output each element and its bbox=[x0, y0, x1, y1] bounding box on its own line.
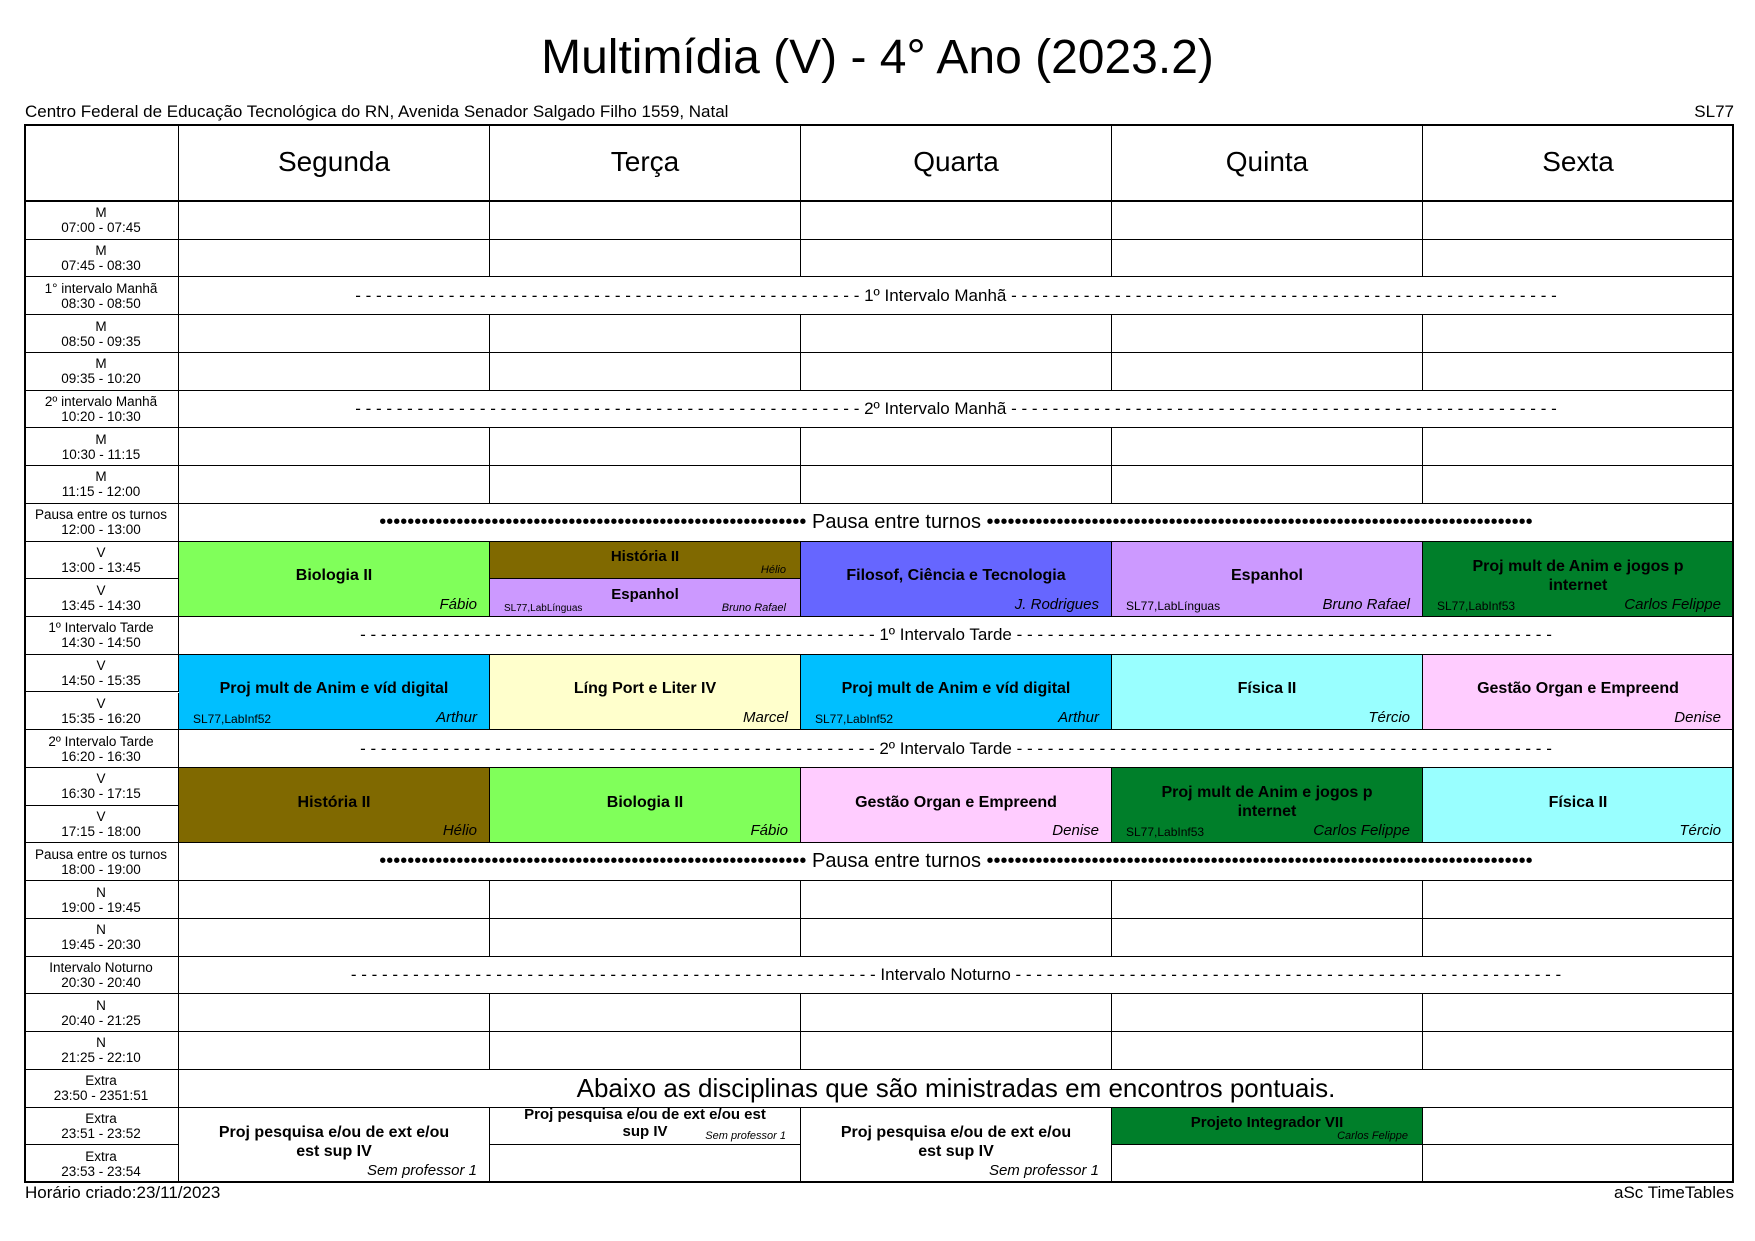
empty-slot bbox=[1423, 1145, 1734, 1183]
period-time: 18:00 - 19:00 bbox=[61, 861, 141, 877]
lesson-teacher: Sem professor 1 bbox=[988, 1161, 1099, 1179]
corner-cell bbox=[24, 124, 179, 202]
lesson-room: SL77,LabInf53 bbox=[1126, 825, 1205, 840]
lesson-subject: Proj pesquisa e/ou de ext e/ou est sup IV bbox=[524, 1107, 766, 1140]
period-label bbox=[24, 428, 179, 466]
lesson-teacher: J. Rodrigues bbox=[1014, 596, 1099, 614]
day-header-0: Segunda bbox=[179, 124, 490, 202]
break-row: ••••••••••••••••••••••••••••••••••••••••••••••••••••••••••••• Pausa entre turnos •••••••••••••••••••••••••••••••••••••••••••••••••••••••••••••••••••••••••••••• bbox=[179, 504, 1734, 542]
empty-slot bbox=[490, 466, 801, 504]
period-name: Extra bbox=[85, 1073, 117, 1089]
empty-slot bbox=[801, 881, 1112, 919]
break-row: - - - - - - - - - - - - - - - - - - - - - - - - - - - - - - - - - - - - - - - - - - - - - - - - - 2º Intervalo Manhã - - - - - - - - - - - - - - - - - - - - - - - - - - - - - - - - - - - - - - - - - - - - - - - - - - - - - bbox=[179, 391, 1734, 429]
day-header-1: Terça bbox=[490, 124, 801, 202]
period-name: 2º Intervalo Tarde bbox=[48, 733, 154, 749]
empty-slot bbox=[490, 315, 801, 353]
period-name: N bbox=[96, 884, 106, 900]
period-label bbox=[24, 919, 179, 957]
period-label bbox=[24, 542, 179, 580]
period-time: 13:00 - 13:45 bbox=[61, 559, 141, 575]
lesson-card[interactable] bbox=[179, 768, 490, 843]
lesson-subject: Gestão Organ e Empreend bbox=[1477, 680, 1679, 698]
empty-slot bbox=[1423, 428, 1734, 466]
lesson-room: SL77,LabLínguas bbox=[1126, 599, 1221, 614]
empty-slot bbox=[1112, 1145, 1423, 1183]
lesson-card[interactable] bbox=[490, 1108, 801, 1146]
period-time: 08:30 - 08:50 bbox=[61, 295, 141, 311]
lesson-card[interactable] bbox=[490, 655, 801, 730]
empty-slot bbox=[490, 240, 801, 278]
period-name: M bbox=[95, 431, 107, 447]
lesson-subject: Física II bbox=[1548, 793, 1608, 811]
empty-slot bbox=[1112, 994, 1423, 1032]
period-name: V bbox=[96, 544, 106, 560]
empty-slot bbox=[179, 994, 490, 1032]
period-time: 14:30 - 14:50 bbox=[61, 635, 141, 651]
empty-slot bbox=[490, 1145, 801, 1183]
lesson-teacher: Carlos Felippe bbox=[1337, 1130, 1408, 1143]
period-time: 20:30 - 20:40 bbox=[61, 974, 141, 990]
empty-slot bbox=[1112, 881, 1423, 919]
period-name: Pausa entre os turnos bbox=[34, 507, 168, 523]
period-time: 14:50 - 15:35 bbox=[61, 673, 141, 689]
timetable-grid bbox=[24, 124, 1734, 1183]
lesson-card[interactable] bbox=[1112, 542, 1423, 617]
period-time: 10:30 - 11:15 bbox=[61, 446, 141, 462]
empty-slot bbox=[1423, 315, 1734, 353]
lesson-subject: Líng Port e Liter IV bbox=[573, 680, 717, 698]
empty-slot bbox=[1112, 1032, 1423, 1070]
period-label bbox=[24, 655, 179, 693]
lesson-card[interactable] bbox=[801, 542, 1112, 617]
lesson-teacher: Hélio bbox=[442, 822, 477, 840]
empty-slot bbox=[1112, 466, 1423, 504]
period-name: N bbox=[96, 922, 106, 938]
period-time: 09:35 - 10:20 bbox=[61, 371, 141, 387]
lesson-card[interactable] bbox=[490, 542, 801, 580]
empty-slot bbox=[490, 202, 801, 240]
empty-slot bbox=[1423, 1032, 1734, 1070]
empty-slot bbox=[1112, 240, 1423, 278]
empty-slot bbox=[179, 353, 490, 391]
period-label bbox=[24, 994, 179, 1032]
lesson-card[interactable] bbox=[1423, 655, 1734, 730]
period-label bbox=[24, 202, 179, 240]
lesson-card[interactable] bbox=[179, 1108, 490, 1183]
period-time: 23:51 - 23:52 bbox=[61, 1125, 141, 1141]
period-time: 15:35 - 16:20 bbox=[61, 710, 141, 726]
lesson-teacher: Carlos Felippe bbox=[1313, 822, 1410, 840]
empty-slot bbox=[1423, 353, 1734, 391]
break-row: - - - - - - - - - - - - - - - - - - - - - - - - - - - - - - - - - - - - - - - - - - - - - - - - - - 1º Intervalo Tarde - - - - - - - - - - - - - - - - - - - - - - - - - - - - - - - - - - - - - - - - - - - - - - - - - - - - bbox=[179, 617, 1734, 655]
school-address: Centro Federal de Educação Tecnológica do RN, Avenida Senador Salgado Filho 1559, Natal bbox=[25, 102, 729, 121]
period-label bbox=[24, 1070, 179, 1108]
period-label bbox=[24, 1032, 179, 1070]
empty-slot bbox=[179, 428, 490, 466]
lesson-subject: História II bbox=[610, 548, 680, 566]
lesson-teacher: Bruno Rafael bbox=[1322, 596, 1410, 614]
lesson-teacher: Arthur bbox=[1058, 709, 1099, 727]
lesson-teacher: Sem professor 1 bbox=[705, 1130, 786, 1143]
empty-slot bbox=[801, 994, 1112, 1032]
period-label bbox=[24, 240, 179, 278]
created-date: Horário criado:23/11/2023 bbox=[25, 1183, 221, 1202]
period-name: V bbox=[96, 658, 106, 674]
lesson-teacher: Denise bbox=[1674, 709, 1721, 727]
period-name: 2º intervalo Manhã bbox=[44, 394, 158, 409]
lesson-subject: Proj mult de Anim e víd digital bbox=[841, 680, 1071, 698]
empty-slot bbox=[490, 353, 801, 391]
period-label bbox=[24, 957, 179, 995]
empty-slot bbox=[490, 881, 801, 919]
lesson-subject: Física II bbox=[1237, 680, 1297, 698]
empty-slot bbox=[1423, 202, 1734, 240]
period-time: 19:45 - 20:30 bbox=[61, 937, 141, 953]
empty-slot bbox=[1423, 240, 1734, 278]
period-time: 07:00 - 07:45 bbox=[61, 220, 141, 236]
period-time: 10:20 - 10:30 bbox=[61, 409, 141, 424]
period-time: 16:30 - 17:15 bbox=[61, 786, 141, 802]
empty-slot bbox=[1423, 1108, 1734, 1146]
empty-slot bbox=[1423, 466, 1734, 504]
empty-slot bbox=[1423, 919, 1734, 957]
period-time: 19:00 - 19:45 bbox=[61, 899, 141, 915]
period-time: 07:45 - 08:30 bbox=[61, 258, 141, 274]
period-name: Extra bbox=[85, 1148, 117, 1164]
lesson-card[interactable] bbox=[801, 1108, 1112, 1183]
lesson-subject: Gestão Organ e Empreend bbox=[855, 793, 1057, 811]
period-label bbox=[24, 315, 179, 353]
empty-slot bbox=[801, 202, 1112, 240]
lesson-card[interactable] bbox=[1112, 768, 1423, 843]
lesson-teacher: Marcel bbox=[742, 709, 788, 727]
period-name: Extra bbox=[85, 1110, 117, 1126]
period-label bbox=[24, 504, 179, 542]
period-time: 21:25 - 22:10 bbox=[61, 1050, 141, 1066]
period-name: 1º Intervalo Tarde bbox=[48, 620, 154, 636]
lesson-card[interactable] bbox=[1112, 655, 1423, 730]
lesson-teacher: Fábio bbox=[750, 822, 788, 840]
period-time: 13:45 - 14:30 bbox=[61, 597, 141, 613]
empty-slot bbox=[179, 1032, 490, 1070]
empty-slot bbox=[801, 240, 1112, 278]
empty-slot bbox=[179, 919, 490, 957]
empty-slot bbox=[1112, 315, 1423, 353]
empty-slot bbox=[490, 428, 801, 466]
empty-slot bbox=[1423, 994, 1734, 1032]
period-name: V bbox=[96, 582, 106, 598]
period-name: N bbox=[96, 1035, 106, 1051]
lesson-subject: Proj mult de Anim e jogos p internet bbox=[1472, 557, 1684, 594]
period-time: 16:20 - 16:30 bbox=[61, 748, 141, 764]
lesson-card[interactable] bbox=[1423, 542, 1734, 617]
period-name: M bbox=[95, 469, 107, 485]
period-label bbox=[24, 693, 179, 731]
period-label bbox=[24, 843, 179, 881]
empty-slot bbox=[490, 994, 801, 1032]
lesson-subject: Biologia II bbox=[295, 567, 373, 585]
period-time: 08:50 - 09:35 bbox=[61, 333, 141, 349]
lesson-subject: Proj pesquisa e/ou de ext e/ou est sup IV bbox=[218, 1123, 450, 1160]
period-label bbox=[24, 277, 179, 315]
day-header-3: Quinta bbox=[1112, 124, 1423, 202]
lesson-teacher: Bruno Rafael bbox=[721, 602, 786, 615]
period-name: M bbox=[95, 243, 107, 259]
empty-slot bbox=[179, 240, 490, 278]
lesson-teacher: Carlos Felippe bbox=[1624, 596, 1721, 614]
lesson-teacher: Denise bbox=[1052, 822, 1099, 840]
period-name: V bbox=[96, 809, 106, 825]
period-label bbox=[24, 730, 179, 768]
lesson-card[interactable] bbox=[179, 655, 490, 730]
empty-slot bbox=[179, 466, 490, 504]
lesson-teacher: Fábio bbox=[439, 596, 477, 614]
empty-slot bbox=[490, 919, 801, 957]
period-label bbox=[24, 579, 179, 617]
period-label bbox=[24, 806, 179, 844]
period-name: Pausa entre os turnos bbox=[34, 846, 168, 862]
lesson-card[interactable] bbox=[1423, 768, 1734, 843]
empty-slot bbox=[1112, 919, 1423, 957]
lesson-subject: Espanhol bbox=[611, 586, 679, 604]
period-time: 20:40 - 21:25 bbox=[61, 1012, 141, 1028]
lesson-room: SL77,LabLínguas bbox=[504, 603, 583, 615]
period-name: V bbox=[96, 695, 106, 711]
lesson-subject: Proj mult de Anim e víd digital bbox=[219, 680, 449, 698]
lesson-subject: Proj pesquisa e/ou de ext e/ou est sup IV bbox=[840, 1123, 1072, 1160]
day-header-4: Sexta bbox=[1423, 124, 1734, 202]
lesson-card[interactable] bbox=[801, 655, 1112, 730]
empty-slot bbox=[1112, 202, 1423, 240]
period-name: M bbox=[95, 318, 107, 334]
lesson-teacher: Hélio bbox=[760, 564, 786, 577]
period-name: V bbox=[96, 771, 106, 787]
lesson-room: SL77,LabInf52 bbox=[193, 712, 272, 727]
lesson-card[interactable] bbox=[1112, 1108, 1423, 1146]
lesson-teacher: Arthur bbox=[436, 709, 477, 727]
break-row: - - - - - - - - - - - - - - - - - - - - - - - - - - - - - - - - - - - - - - - - - - - - - - - - - 1º Intervalo Manhã - - - - - - - - - - - - - - - - - - - - - - - - - - - - - - - - - - - - - - - - - - - - - - - - - - - - - bbox=[179, 277, 1734, 315]
break-row: - - - - - - - - - - - - - - - - - - - - - - - - - - - - - - - - - - - - - - - - - - - - - - - - - - - Intervalo Noturno - - - - - - - - - - - - - - - - - - - - - - - - - - - - - - - - - - - - - - - - - - - - - - - - - - - - - bbox=[179, 957, 1734, 995]
lesson-subject: Espanhol bbox=[1230, 567, 1303, 585]
period-time: 11:15 - 12:00 bbox=[61, 484, 141, 500]
empty-slot bbox=[1112, 428, 1423, 466]
lesson-subject: História II bbox=[297, 793, 371, 811]
period-label bbox=[24, 881, 179, 919]
period-label bbox=[24, 391, 179, 429]
lesson-subject: Biologia II bbox=[606, 793, 684, 811]
period-label bbox=[24, 768, 179, 806]
lesson-subject: Projeto Integrador VII bbox=[1190, 1114, 1344, 1132]
period-label bbox=[24, 1108, 179, 1146]
day-header-2: Quarta bbox=[801, 124, 1112, 202]
lesson-teacher: Tércio bbox=[1368, 709, 1410, 727]
empty-slot bbox=[1112, 353, 1423, 391]
lesson-room: SL77,LabInf53 bbox=[1437, 599, 1516, 614]
empty-slot bbox=[801, 315, 1112, 353]
break-row: ••••••••••••••••••••••••••••••••••••••••••••••••••••••••••••• Pausa entre turnos •••••••••••••••••••••••••••••••••••••••••••••••••••••••••••••••••••••••••••••• bbox=[179, 843, 1734, 881]
period-time: 17:15 - 18:00 bbox=[61, 824, 141, 840]
empty-slot bbox=[801, 353, 1112, 391]
lesson-card[interactable] bbox=[801, 768, 1112, 843]
period-time: 23:50 - 2351:51 bbox=[53, 1088, 149, 1104]
lesson-subject: Proj mult de Anim e jogos p internet bbox=[1161, 784, 1373, 821]
lesson-card[interactable] bbox=[490, 768, 801, 843]
empty-slot bbox=[179, 881, 490, 919]
empty-slot bbox=[801, 919, 1112, 957]
period-label bbox=[24, 617, 179, 655]
period-label bbox=[24, 1145, 179, 1183]
empty-slot bbox=[490, 1032, 801, 1070]
period-name: M bbox=[95, 205, 107, 221]
period-label bbox=[24, 466, 179, 504]
period-name: M bbox=[95, 356, 107, 372]
period-name: 1° intervalo Manhã bbox=[44, 280, 158, 296]
period-time: 12:00 - 13:00 bbox=[61, 522, 141, 538]
empty-slot bbox=[801, 1032, 1112, 1070]
empty-slot bbox=[179, 315, 490, 353]
software-credit: aSc TimeTables bbox=[1614, 1183, 1734, 1202]
empty-slot bbox=[179, 202, 490, 240]
period-time: 23:53 - 23:54 bbox=[61, 1163, 141, 1179]
period-name: Intervalo Noturno bbox=[49, 959, 153, 975]
break-row: Abaixo as disciplinas que são ministradas em encontros pontuais. bbox=[179, 1070, 1734, 1108]
period-label bbox=[24, 353, 179, 391]
lesson-card[interactable] bbox=[490, 579, 801, 617]
lesson-teacher: Tércio bbox=[1679, 822, 1721, 840]
page-title: Multimídia (V) - 4° Ano (2023.2) bbox=[541, 31, 1214, 84]
empty-slot bbox=[1423, 881, 1734, 919]
break-row: - - - - - - - - - - - - - - - - - - - - - - - - - - - - - - - - - - - - - - - - - - - - - - - - - - 2º Intervalo Tarde - - - - - - - - - - - - - - - - - - - - - - - - - - - - - - - - - - - - - - - - - - - - - - - - - - - - bbox=[179, 730, 1734, 768]
empty-slot bbox=[801, 428, 1112, 466]
lesson-card[interactable] bbox=[179, 542, 490, 617]
lesson-room: SL77,LabInf52 bbox=[815, 712, 894, 727]
empty-slot bbox=[801, 466, 1112, 504]
lesson-subject: Filosof, Ciência e Tecnologia bbox=[846, 567, 1066, 585]
lesson-teacher: Sem professor 1 bbox=[366, 1161, 477, 1179]
room-code: SL77 bbox=[1694, 102, 1734, 121]
period-name: N bbox=[96, 997, 106, 1013]
